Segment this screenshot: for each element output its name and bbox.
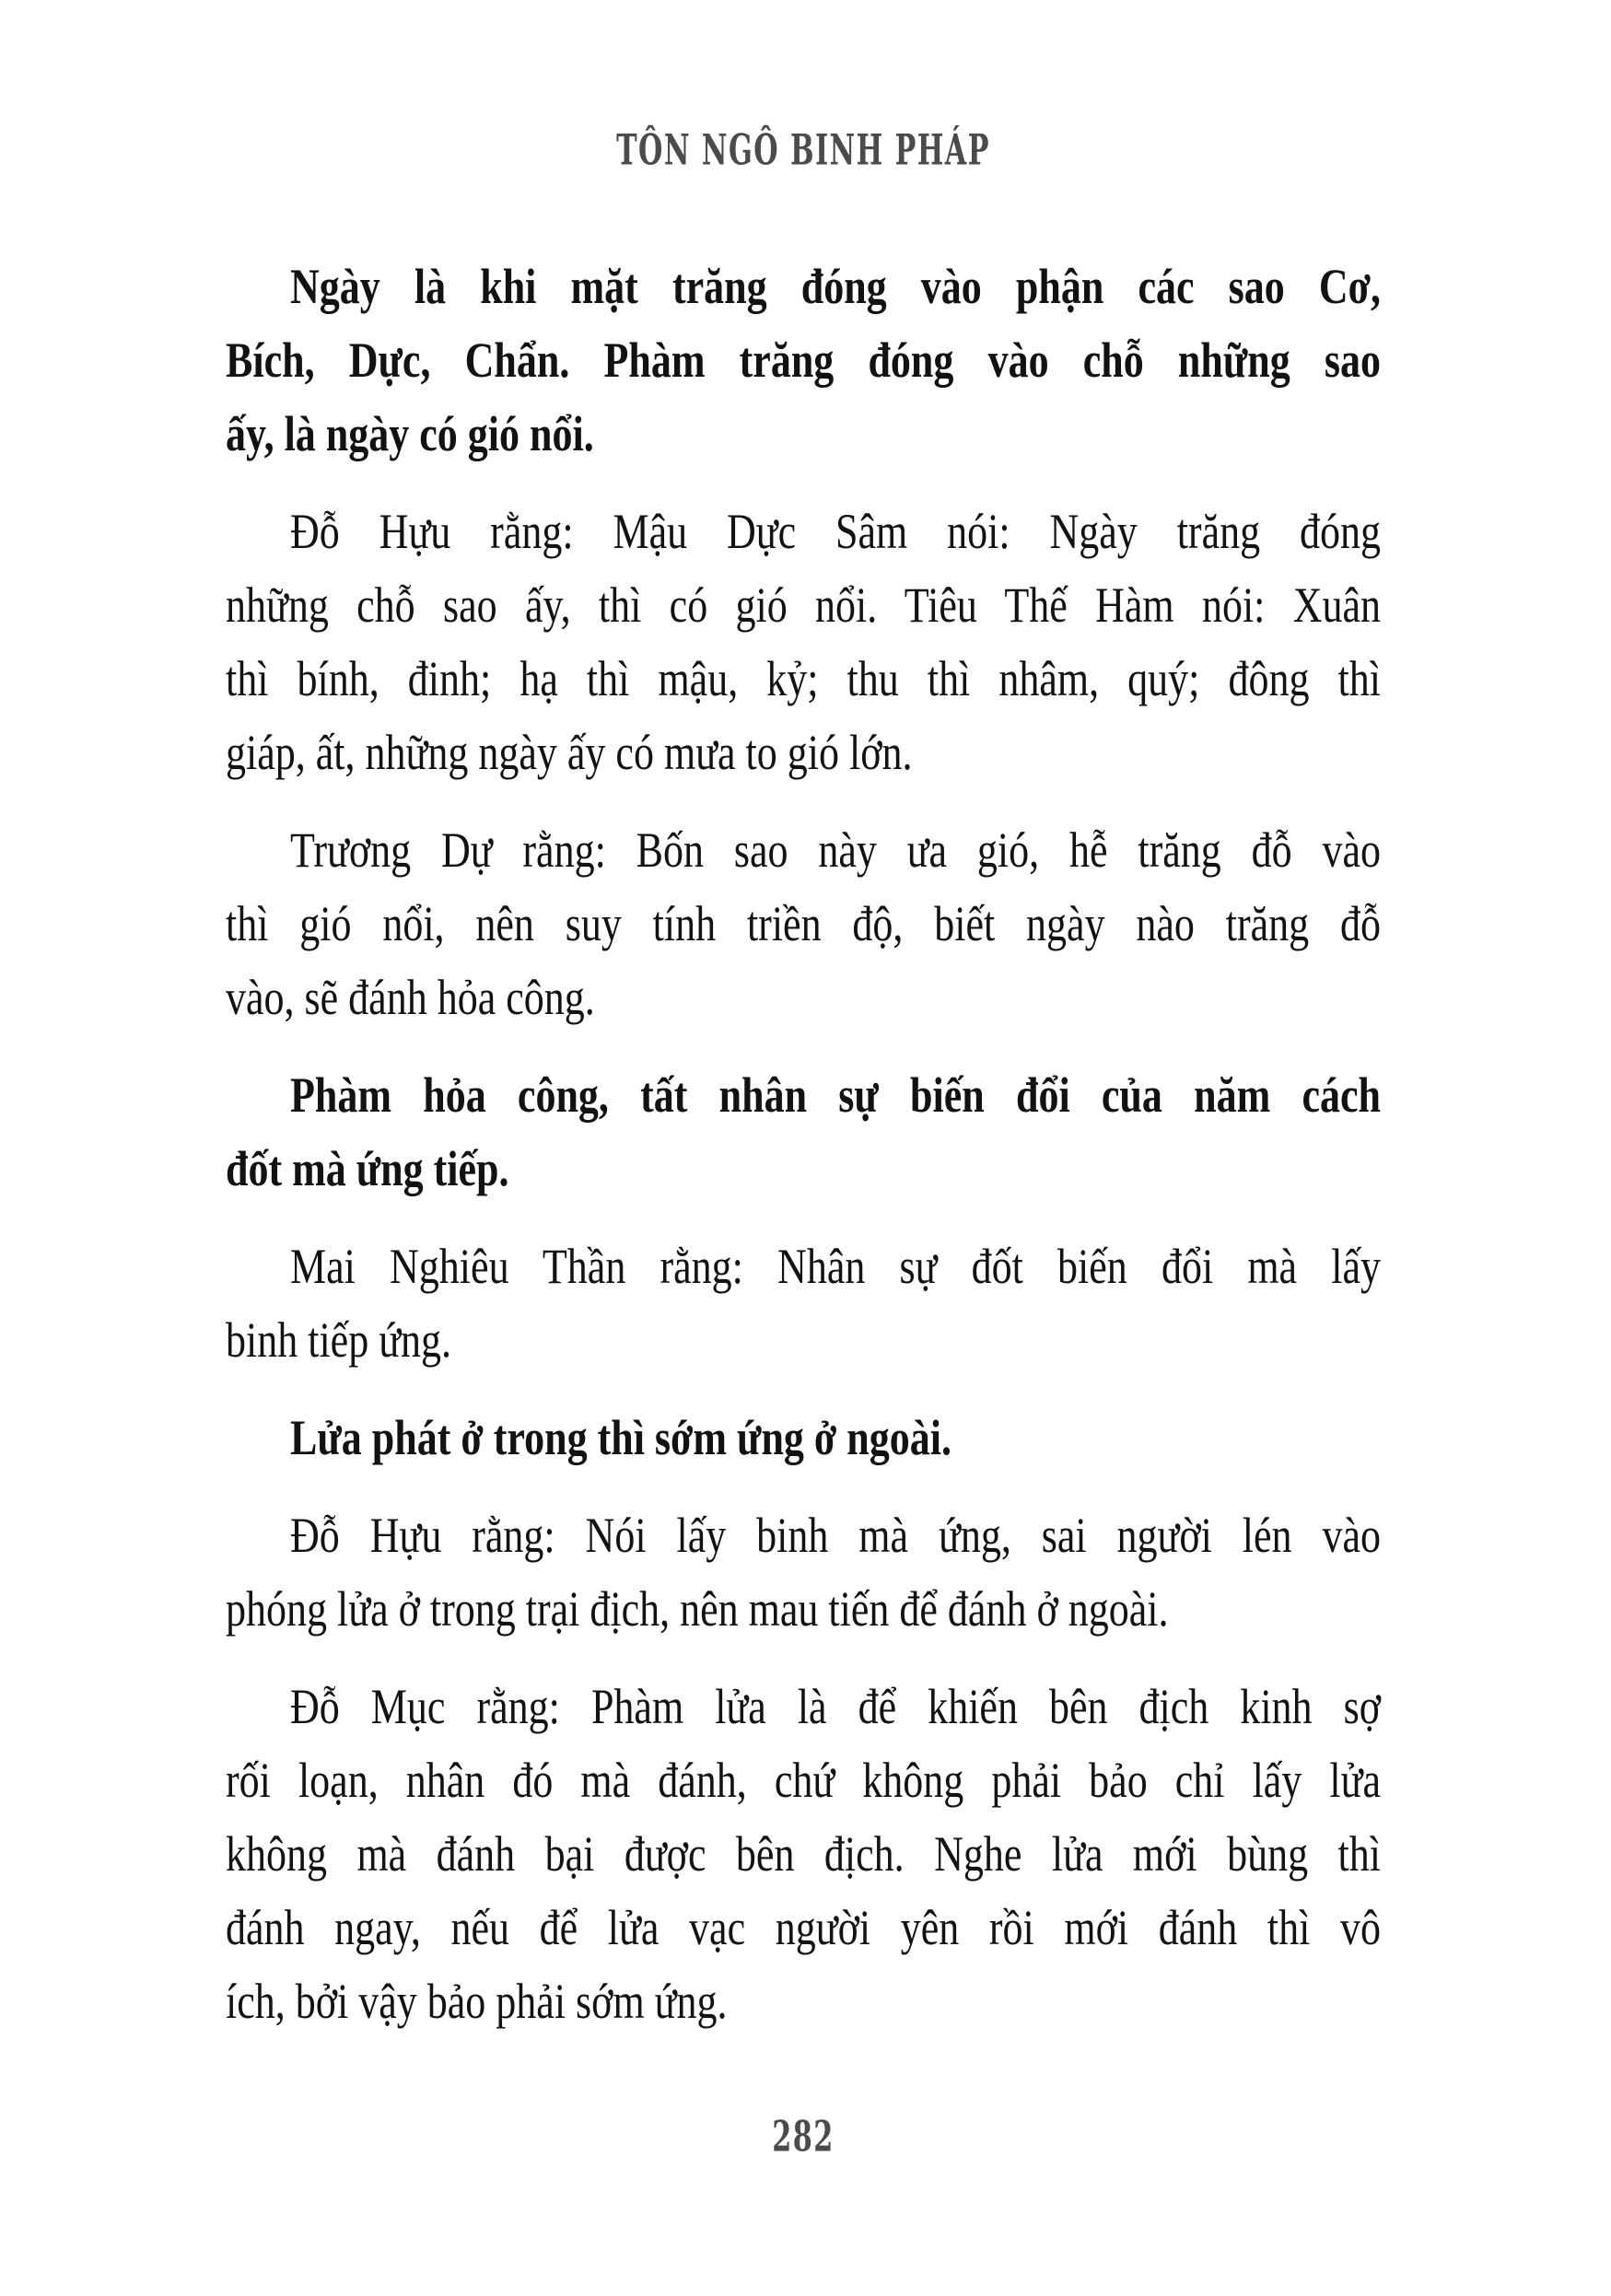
body-text <box>226 251 1381 2039</box>
text-line: Mai Nghiêu Thần rằng: Nhân sự đốt biến đổi mà lấy <box>290 1239 1381 1295</box>
paragraph <box>226 251 1381 472</box>
text-line: thì bính, đinh; hạ thì mậu, kỷ; thu thì nhâm, quý; đông thì <box>226 651 1381 707</box>
text-line: đốt mà ứng tiếp. <box>226 1141 509 1197</box>
text-line: vào, sẽ đánh hỏa công. <box>226 970 595 1026</box>
text-line: những chỗ sao ấy, thì có gió nổi. Tiêu Thế Hàm nói: Xuân <box>226 577 1381 634</box>
text-line: Phàm hỏa công, tất nhân sự biến đổi của năm cách <box>290 1067 1381 1124</box>
paragraph <box>226 1059 1381 1206</box>
paragraph <box>226 814 1381 1035</box>
text-line: ích, bởi vậy bảo phải sớm ứng. <box>226 1974 728 2030</box>
text-line: rối loạn, nhân đó mà đánh, chứ không phải bảo chỉ lấy lửa <box>226 1753 1381 1809</box>
text-line: Bích, Dực, Chẩn. Phàm trăng đóng vào chỗ những sao <box>226 332 1381 389</box>
text-line: giáp, ất, những ngày ấy có mưa to gió lớn. <box>226 725 913 781</box>
text-line: Đỗ Hựu rằng: Mậu Dực Sâm nói: Ngày trăng đóng <box>290 504 1381 560</box>
running-head-title: TÔN NGÔ BINH PHÁP <box>616 124 990 175</box>
paragraph <box>226 495 1381 790</box>
text-line: không mà đánh bại được bên địch. Nghe lửa mới bùng thì <box>226 1826 1381 1882</box>
text-line: phóng lửa ở trong trại địch, nên mau tiến để đánh ở ngoài. <box>226 1581 1169 1638</box>
text-line: binh tiếp ứng. <box>226 1312 452 1369</box>
text-line: Ngày là khi mặt trăng đóng vào phận các sao Cơ, <box>290 259 1381 315</box>
paragraph <box>226 1499 1381 1647</box>
text-line: Đỗ Mục rằng: Phàm lửa là để khiến bên địch kinh sợ <box>290 1679 1381 1735</box>
paragraph <box>226 1671 1381 2039</box>
text-line: Trương Dự rằng: Bốn sao này ưa gió, hễ trăng đỗ vào <box>290 822 1381 879</box>
paragraph <box>226 1402 1381 1475</box>
page-number: 282 <box>772 2111 835 2162</box>
text-line: đánh ngay, nếu để lửa vạc người yên rồi mới đánh thì vô <box>226 1900 1381 1956</box>
text-line: ấy, là ngày có gió nổi. <box>226 406 594 462</box>
paragraph <box>226 1230 1381 1378</box>
text-line: thì gió nổi, nên suy tính triền độ, biết ngày nào trăng đỗ <box>226 896 1381 952</box>
text-line: Đỗ Hựu rằng: Nói lấy binh mà ứng, sai người lén vào <box>290 1508 1381 1564</box>
text-line: Lửa phát ở trong thì sớm ứng ở ngoài. <box>290 1410 951 1466</box>
